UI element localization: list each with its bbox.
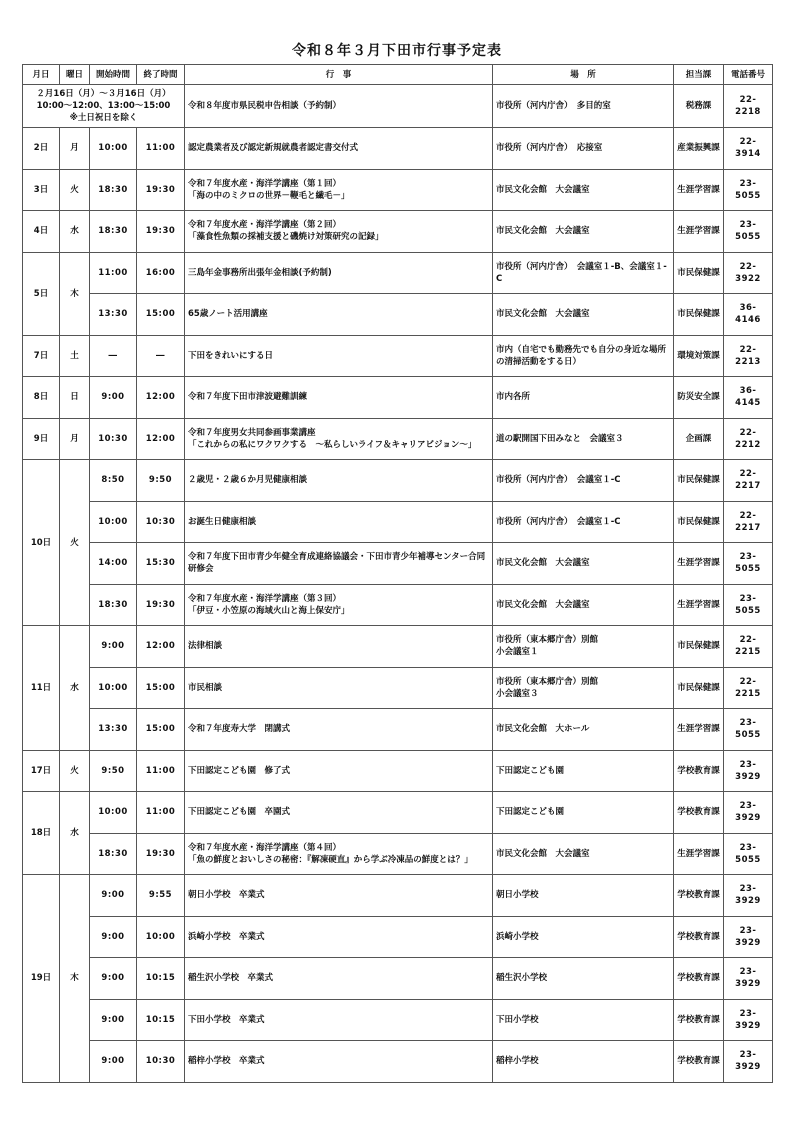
start-cell: 9:00: [90, 1041, 137, 1083]
end-cell: 10:15: [137, 999, 185, 1041]
end-cell: 11:00: [137, 750, 185, 792]
weekday-cell: 土: [60, 335, 90, 377]
event-cell: 市民相談: [185, 667, 493, 709]
start-cell: 9:00: [90, 958, 137, 1000]
start-cell: 18:30: [90, 584, 137, 626]
date-cell: 7日: [23, 335, 60, 377]
event-cell: 認定農業者及び認定新規就農者認定書交付式: [185, 128, 493, 170]
start-cell: 10:00: [90, 128, 137, 170]
date-cell: 8日: [23, 377, 60, 419]
end-cell: 15:00: [137, 294, 185, 336]
place-cell: 市役所（河内庁舎） 会議室１-C: [493, 460, 674, 502]
weekday-cell: 水: [60, 626, 90, 751]
place-cell: 市民文化会館 大会議室: [493, 584, 674, 626]
weekday-cell: 水: [60, 211, 90, 253]
end-cell: 10:30: [137, 501, 185, 543]
place-cell: 道の駅開国下田みなと 会議室３: [493, 418, 674, 460]
schedule-table: [22, 64, 773, 1083]
start-cell: 18:30: [90, 833, 137, 875]
start-cell: 10:30: [90, 418, 137, 460]
place-cell: 市民文化会館 大会議室: [493, 294, 674, 336]
place-cell: 市役所（河内庁舎） 応接室: [493, 128, 674, 170]
event-cell: [185, 833, 493, 875]
table-row: [23, 377, 773, 419]
weekday-cell: 月: [60, 128, 90, 170]
phone-cell: 23-5055: [724, 584, 773, 626]
dept-cell: 環境対策課: [674, 335, 724, 377]
period-note: ※土日祝日を除く: [69, 113, 138, 123]
start-cell: 9:00: [90, 916, 137, 958]
event-cell: [185, 418, 493, 460]
dept-cell: 防災安全課: [674, 377, 724, 419]
header-dept: 担当課: [674, 65, 724, 85]
event-cell: お誕生日健康相談: [185, 501, 493, 543]
start-cell: 14:00: [90, 543, 137, 585]
table-row: [23, 667, 773, 709]
event-cell: [185, 584, 493, 626]
place-cell: 市役所（河内庁舎） 多目的室: [493, 85, 674, 128]
end-cell: 9:50: [137, 460, 185, 502]
phone-cell: 22-2215: [724, 667, 773, 709]
dept-cell: 生涯学習課: [674, 211, 724, 253]
phone-cell: 23-3929: [724, 999, 773, 1041]
dept-cell: 生涯学習課: [674, 833, 724, 875]
phone-cell: 23-5055: [724, 543, 773, 585]
end-cell: 19:30: [137, 169, 185, 211]
table-row: [23, 958, 773, 1000]
header-row: [23, 65, 773, 85]
end-cell: 10:30: [137, 1041, 185, 1083]
date-cell: 5日: [23, 252, 60, 335]
end-cell: 15:00: [137, 667, 185, 709]
header-phone: 電話番号: [724, 65, 773, 85]
header-date: 月日: [23, 65, 60, 85]
period-cell: [23, 85, 185, 128]
place-cell: [493, 626, 674, 668]
period-dates: ２月16日（月）～３月16日（月）: [36, 89, 171, 99]
end-cell: 10:15: [137, 958, 185, 1000]
phone-cell: 23-3929: [724, 958, 773, 1000]
dept-cell: 税務課: [674, 85, 724, 128]
end-cell: 9:55: [137, 875, 185, 917]
event-cell: [185, 211, 493, 253]
event-cell: 下田認定こども園 卒園式: [185, 792, 493, 834]
dept-cell: 生涯学習課: [674, 543, 724, 585]
phone-cell: 23-3929: [724, 750, 773, 792]
phone-cell: 22-2218: [724, 85, 773, 128]
table-row: [23, 211, 773, 253]
place-cell: 市民文化会館 大会議室: [493, 833, 674, 875]
dept-cell: 企画課: [674, 418, 724, 460]
event-title: 令和７年度男女共同参画事業講座: [188, 427, 316, 438]
table-row: [23, 252, 773, 294]
event-cell: 浜崎小学校 卒業式: [185, 916, 493, 958]
start-cell: 10:00: [90, 501, 137, 543]
phone-cell: 23-5055: [724, 833, 773, 875]
start-cell: 9:50: [90, 750, 137, 792]
table-row: [23, 999, 773, 1041]
place-cell: 浜崎小学校: [493, 916, 674, 958]
place-cell: 市役所（河内庁舎） 会議室１-B、会議室１-C: [493, 252, 674, 294]
date-cell: 3日: [23, 169, 60, 211]
event-subtitle: 「伊豆・小笠原の海域火山と海上保安庁」: [188, 605, 350, 616]
end-cell: 15:30: [137, 543, 185, 585]
date-cell: 4日: [23, 211, 60, 253]
place-cell: 市民文化会館 大会議室: [493, 169, 674, 211]
end-cell: 11:00: [137, 792, 185, 834]
start-cell: 18:30: [90, 169, 137, 211]
weekday-cell: 火: [60, 750, 90, 792]
dept-cell: 市民保健課: [674, 501, 724, 543]
dept-cell: 学校教育課: [674, 750, 724, 792]
header-event: 行 事: [185, 65, 493, 85]
event-subtitle: 「藻食性魚類の採補支援と磯焼け対策研究の記録」: [188, 232, 384, 243]
dept-cell: 生涯学習課: [674, 709, 724, 751]
table-row: [23, 128, 773, 170]
start-cell: ―: [90, 335, 137, 377]
event-cell: 法律相談: [185, 626, 493, 668]
place-cell: 朝日小学校: [493, 875, 674, 917]
place-room: 小会議室３: [496, 688, 539, 699]
header-start: 開始時間: [90, 65, 137, 85]
end-cell: 12:00: [137, 377, 185, 419]
place-cell: 市民文化会館 大会議室: [493, 543, 674, 585]
event-cell: 稲生沢小学校 卒業式: [185, 958, 493, 1000]
dept-cell: 学校教育課: [674, 999, 724, 1041]
date-cell: 10日: [23, 460, 60, 626]
dept-cell: 生涯学習課: [674, 169, 724, 211]
place-cell: 稲生沢小学校: [493, 958, 674, 1000]
place-building: 市役所（東本郷庁舎）別館: [496, 676, 599, 687]
phone-cell: 23-5055: [724, 709, 773, 751]
event-cell: 令和７年度寿大学 閉講式: [185, 709, 493, 751]
place-cell: 市民文化会館 大会議室: [493, 211, 674, 253]
dept-cell: 学校教育課: [674, 958, 724, 1000]
date-cell: 19日: [23, 875, 60, 1083]
event-cell: 三島年金事務所出張年金相談(予約制): [185, 252, 493, 294]
dept-cell: 学校教育課: [674, 916, 724, 958]
place-room: 小会議室１: [496, 647, 539, 658]
weekday-cell: 木: [60, 252, 90, 335]
phone-cell: 22-2217: [724, 460, 773, 502]
date-cell: 11日: [23, 626, 60, 751]
event-cell: [185, 169, 493, 211]
start-cell: 18:30: [90, 211, 137, 253]
end-cell: 19:30: [137, 584, 185, 626]
weekday-cell: 水: [60, 792, 90, 875]
event-subtitle: 「海の中のミクロの世界－鞭毛と繊毛－」: [188, 190, 350, 201]
end-cell: 15:00: [137, 709, 185, 751]
phone-cell: 36-4146: [724, 294, 773, 336]
event-subtitle: 「これからの私にワクワクする ～私らしいライフ＆キャリアビジョン～」: [188, 439, 477, 450]
table-row: [23, 501, 773, 543]
weekday-cell: 日: [60, 377, 90, 419]
dept-cell: 学校教育課: [674, 1041, 724, 1083]
place-cell: 下田認定こども園: [493, 792, 674, 834]
table-row: [23, 294, 773, 336]
place-cell: 市民文化会館 大ホール: [493, 709, 674, 751]
table-row: [23, 85, 773, 128]
table-row: [23, 916, 773, 958]
end-cell: 19:30: [137, 211, 185, 253]
phone-cell: 22-2217: [724, 501, 773, 543]
start-cell: 9:00: [90, 626, 137, 668]
table-row: [23, 418, 773, 460]
end-cell: 16:00: [137, 252, 185, 294]
dept-cell: 学校教育課: [674, 792, 724, 834]
event-title: 令和７年度水産・海洋学講座（第１回）: [188, 178, 342, 189]
start-cell: 10:00: [90, 667, 137, 709]
end-cell: 11:00: [137, 128, 185, 170]
table-row: [23, 169, 773, 211]
table-row: [23, 460, 773, 502]
dept-cell: 学校教育課: [674, 875, 724, 917]
place-cell: [493, 667, 674, 709]
table-row: [23, 792, 773, 834]
date-cell: 18日: [23, 792, 60, 875]
dept-cell: 市民保健課: [674, 294, 724, 336]
event-title: 令和７年度水産・海洋学講座（第４回）: [188, 842, 342, 853]
end-cell: 10:00: [137, 916, 185, 958]
phone-cell: 22-3922: [724, 252, 773, 294]
place-cell: 下田認定こども園: [493, 750, 674, 792]
period-hours: 10:00～12:00、13:00～15:00: [36, 101, 171, 111]
table-row: [23, 1041, 773, 1083]
event-title: 令和７年度水産・海洋学講座（第２回）: [188, 220, 342, 231]
weekday-cell: 木: [60, 875, 90, 1083]
dept-cell: 市民保健課: [674, 460, 724, 502]
table-row: [23, 833, 773, 875]
start-cell: 10:00: [90, 792, 137, 834]
weekday-cell: 火: [60, 460, 90, 626]
table-row: [23, 543, 773, 585]
date-cell: 9日: [23, 418, 60, 460]
phone-cell: 22-2213: [724, 335, 773, 377]
dept-cell: 市民保健課: [674, 626, 724, 668]
event-subtitle: 「魚の鮮度とおいしさの秘密：『解凍硬直』から学ぶ冷凍品の鮮度とは？」: [188, 854, 473, 865]
start-cell: 13:30: [90, 294, 137, 336]
phone-cell: 23-5055: [724, 211, 773, 253]
phone-cell: 23-3929: [724, 792, 773, 834]
phone-cell: 23-3929: [724, 875, 773, 917]
table-row: [23, 750, 773, 792]
start-cell: 13:30: [90, 709, 137, 751]
table-row: [23, 875, 773, 917]
end-cell: 19:30: [137, 833, 185, 875]
table-row: [23, 709, 773, 751]
place-cell: 稲梓小学校: [493, 1041, 674, 1083]
weekday-cell: 火: [60, 169, 90, 211]
phone-cell: 23-5055: [724, 169, 773, 211]
start-cell: 9:00: [90, 999, 137, 1041]
phone-cell: 22-2212: [724, 418, 773, 460]
start-cell: 9:00: [90, 875, 137, 917]
weekday-cell: 月: [60, 418, 90, 460]
place-cell: 市役所（河内庁舎） 会議室１-C: [493, 501, 674, 543]
dept-cell: 生涯学習課: [674, 584, 724, 626]
header-weekday: 曜日: [60, 65, 90, 85]
event-cell: 令和７年度下田市青少年健全育成連絡協議会・下田市青少年補導センター合同研修会: [185, 543, 493, 585]
event-cell: 朝日小学校 卒業式: [185, 875, 493, 917]
phone-cell: 22-3914: [724, 128, 773, 170]
table-row: [23, 335, 773, 377]
dept-cell: 産業振興課: [674, 128, 724, 170]
page-title: 令和８年３月下田市行事予定表: [292, 43, 502, 59]
end-cell: 12:00: [137, 626, 185, 668]
event-title: 令和７年度水産・海洋学講座（第３回）: [188, 593, 342, 604]
place-cell: 市内（自宅でも勤務先でも自分の身近な場所の清掃活動をする日）: [493, 335, 674, 377]
start-cell: 11:00: [90, 252, 137, 294]
event-cell: ２歳児・２歳６か月児健康相談: [185, 460, 493, 502]
dept-cell: 市民保健課: [674, 667, 724, 709]
end-cell: ―: [137, 335, 185, 377]
header-place: 場 所: [493, 65, 674, 85]
place-cell: 下田小学校: [493, 999, 674, 1041]
place-building: 市役所（東本郷庁舎）別館: [496, 635, 599, 646]
event-cell: 下田認定こども園 修了式: [185, 750, 493, 792]
dept-cell: 市民保健課: [674, 252, 724, 294]
event-cell: 令和７年度下田市津波避難訓練: [185, 377, 493, 419]
event-cell: 令和８年度市県民税申告相談（予約制）: [185, 85, 493, 128]
date-cell: 2日: [23, 128, 60, 170]
event-cell: 稲梓小学校 卒業式: [185, 1041, 493, 1083]
start-cell: 8:50: [90, 460, 137, 502]
table-row: [23, 584, 773, 626]
phone-cell: 23-3929: [724, 1041, 773, 1083]
end-cell: 12:00: [137, 418, 185, 460]
event-cell: 下田小学校 卒業式: [185, 999, 493, 1041]
event-cell: 65歳ノート活用講座: [185, 294, 493, 336]
phone-cell: 23-3929: [724, 916, 773, 958]
event-cell: 下田をきれいにする日: [185, 335, 493, 377]
phone-cell: 22-2215: [724, 626, 773, 668]
start-cell: 9:00: [90, 377, 137, 419]
header-end: 終了時間: [137, 65, 185, 85]
place-cell: 市内各所: [493, 377, 674, 419]
phone-cell: 36-4145: [724, 377, 773, 419]
date-cell: 17日: [23, 750, 60, 792]
table-row: [23, 626, 773, 668]
